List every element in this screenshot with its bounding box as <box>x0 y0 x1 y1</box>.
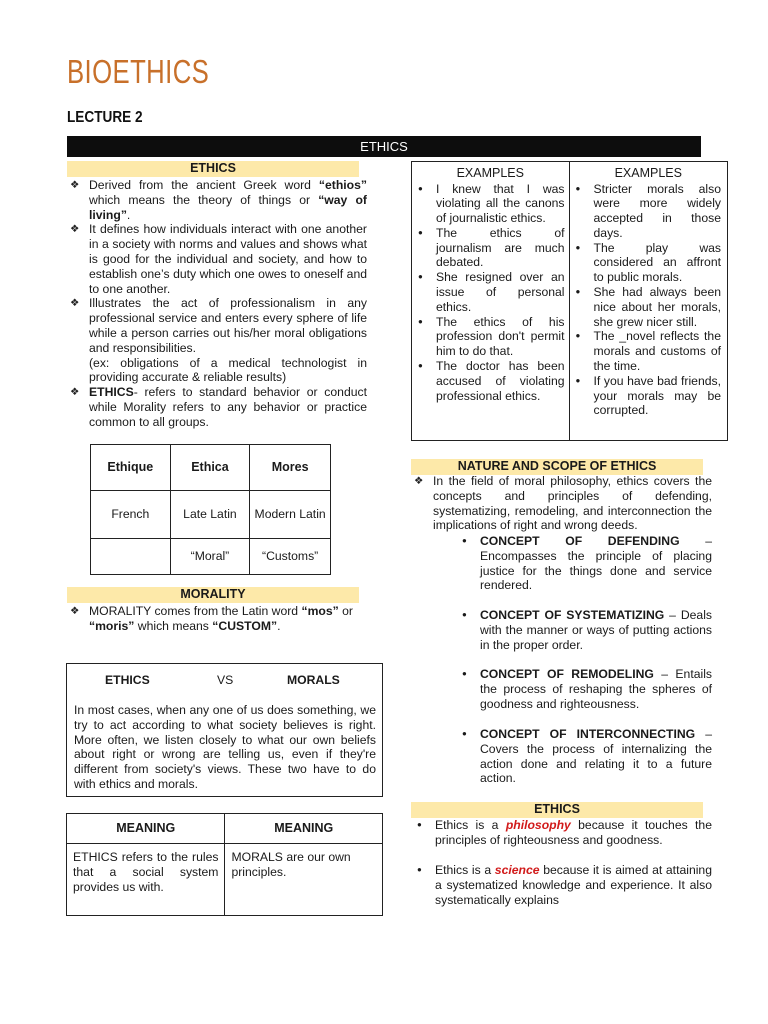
bullet-bold: “way of living” <box>89 192 367 222</box>
example-item: ● If you have bad friends, your morals may be corrupted. <box>570 374 721 418</box>
bullet-text: MORALITY comes from the Latin word <box>89 604 302 618</box>
origin-cell: “Customs” <box>250 539 331 575</box>
concept-name: CONCEPT OF DEFENDING <box>480 534 680 548</box>
vs-right-label: MORALS <box>287 673 340 687</box>
item-text: because it is aimed at attaining a systematized knowledge and experience. It also systematically explains <box>435 863 712 907</box>
morality-heading: MORALITY <box>67 587 359 603</box>
example-item: ● The _novel reflects the morals and customs of the time. <box>570 329 721 373</box>
ethics-second-list-2 <box>411 863 712 907</box>
concept-item <box>456 534 712 593</box>
bullet-text: . <box>277 618 281 633</box>
bullet-text: Illustrates the act of professionalism in any professional service and enters every sphere of life while a person carries out his/her moral obligations and responsibilities. <box>89 296 367 355</box>
concept-desc: – Encompasses the principle of placing justice for the things done and service rendered. <box>480 534 712 593</box>
ethics-second-heading: ETHICS <box>411 802 703 818</box>
example-item: ● The doctor has been accused of violating professional ethics. <box>412 359 565 403</box>
concept-interconnecting <box>456 727 712 786</box>
ethics-second-list-1 <box>411 818 712 848</box>
examples-table <box>411 161 728 441</box>
bullet-text: which means <box>134 618 213 633</box>
meaning-header: MEANING <box>225 814 383 844</box>
ethics-vs-morals-box <box>66 663 383 797</box>
bullet-text: which means the theory of things or <box>89 192 319 207</box>
bullet-bold: “CUSTOM” <box>212 618 278 633</box>
ethics-bullet-list <box>67 178 367 430</box>
example-item: ● She had always been nice about her morals, she grew nicer still. <box>570 285 721 329</box>
example-item: ● The ethics of journalism are much debated. <box>412 226 565 270</box>
item-emphasis: science <box>494 863 540 877</box>
lecture-label: LECTURE 2 <box>67 109 143 126</box>
concept-name: CONCEPT OF REMODELING <box>480 667 654 681</box>
bullet-text: or <box>338 604 353 618</box>
examples-ethics-cell <box>412 182 570 441</box>
origin-table <box>90 444 331 575</box>
concept-desc: – Deals with the manner or ways of putting actions in the proper order. <box>480 608 712 652</box>
vs-mid-label: VS <box>217 673 234 687</box>
section-banner: ETHICS <box>67 136 701 157</box>
origin-header: Mores <box>250 445 331 491</box>
origin-cell: French <box>91 491 171 539</box>
bullet-text: . <box>126 207 131 222</box>
concept-remodeling <box>456 667 712 711</box>
example-item: ● The play was considered an affront to public morals. <box>570 241 721 285</box>
origin-cell: “Moral” <box>170 539 250 575</box>
concept-desc: – Entails the process of reshaping the spheres of goodness and righteousness. <box>480 667 712 711</box>
ethics-bullet-defines: ❖ It defines how individuals interact with one another in a society with norms and values and shows what is good for the individual and society, and how to establish one’s duty which one owes to oneself and to one another. <box>67 222 367 296</box>
examples-morals-list <box>570 182 721 419</box>
examples-morals-cell <box>569 182 727 441</box>
origin-header: Ethique <box>91 445 171 491</box>
examples-header: EXAMPLES <box>569 162 727 182</box>
concept-desc: – Covers the process of internalizing the action done and relating it to a future action. <box>480 727 712 786</box>
item-text: Ethics is a <box>435 863 495 877</box>
origin-header: Ethica <box>170 445 250 491</box>
origin-cell: Modern Latin <box>250 491 331 539</box>
meaning-ethics-cell: ETHICS refers to the rules that a social system provides us with. <box>67 844 225 916</box>
concept-name: CONCEPT OF INTERCONNECTING <box>480 727 696 741</box>
origin-cell <box>91 539 171 575</box>
bullet-text: Derived from the ancient Greek word <box>89 178 319 192</box>
example-item: ● Stricter morals also were more widely accepted in those days. <box>570 182 721 241</box>
vs-left-label: ETHICS <box>105 673 150 687</box>
ethics-bullet-definition <box>67 385 367 429</box>
morality-bullet-list <box>67 604 372 634</box>
bullet-example: (ex: obligations of a medical technologist in providing accurate & reliable results) <box>89 355 367 385</box>
item-emphasis: philosophy <box>505 818 571 832</box>
bullet-bold: “ethios” <box>318 178 367 192</box>
document-title: BIOETHICS <box>67 53 210 90</box>
concept-name: CONCEPT OF SYSTEMATIZING <box>480 608 665 622</box>
nature-scope-heading: NATURE AND SCOPE OF ETHICS <box>411 459 703 475</box>
ethics-philosophy-item <box>411 818 712 848</box>
ethics-science-item <box>411 863 712 907</box>
concept-systematizing <box>456 608 712 652</box>
concept-defending <box>456 534 712 593</box>
item-text: because it touches the principles of righteousness and goodness. <box>435 818 712 847</box>
nature-intro-list <box>411 474 712 533</box>
origin-cell: Late Latin <box>170 491 250 539</box>
ethics-bullet-origin <box>67 178 367 222</box>
concept-item <box>456 727 712 786</box>
examples-ethics-list <box>412 182 565 404</box>
bullet-bold: ETHICS <box>89 385 134 400</box>
concept-item <box>456 667 712 711</box>
ethics-heading: ETHICS <box>67 161 359 177</box>
bullet-text: - refers to standard behavior or conduct while Morality refers to any behavior or practice common to all groups. <box>89 385 367 429</box>
examples-header: EXAMPLES <box>412 162 570 182</box>
bullet-bold: “mos” <box>301 604 339 618</box>
example-item: ● She resigned over an issue of personal ethics. <box>412 270 565 314</box>
item-text: Ethics is a <box>435 818 506 832</box>
ethics-bullet-professionalism <box>67 296 367 385</box>
vs-body-text: In most cases, when any one of us does something, we try to act according to what society believes is right. More often, we listen closely to what our own beliefs about right or wrong are telling us, even if they're different from society's views. These two have to do with ethics and morals. <box>74 703 376 791</box>
example-item: ● The ethics of his profession don't permit him to do that. <box>412 315 565 359</box>
example-item: ● I knew that I was violating all the canons of journalistic ethics. <box>412 182 565 226</box>
meaning-table <box>66 813 383 916</box>
morality-bullet <box>67 604 372 634</box>
nature-intro-bullet: ❖ In the field of moral philosophy, ethics covers the concepts and principles of defending, systematizing, remodeling, and interconnection the implications of right and wrong deeds. <box>411 474 712 533</box>
bullet-bold: “moris” <box>89 618 135 633</box>
concept-item <box>456 608 712 652</box>
meaning-header: MEANING <box>67 814 225 844</box>
meaning-morals-cell: MORALS are our own principles. <box>225 844 383 916</box>
